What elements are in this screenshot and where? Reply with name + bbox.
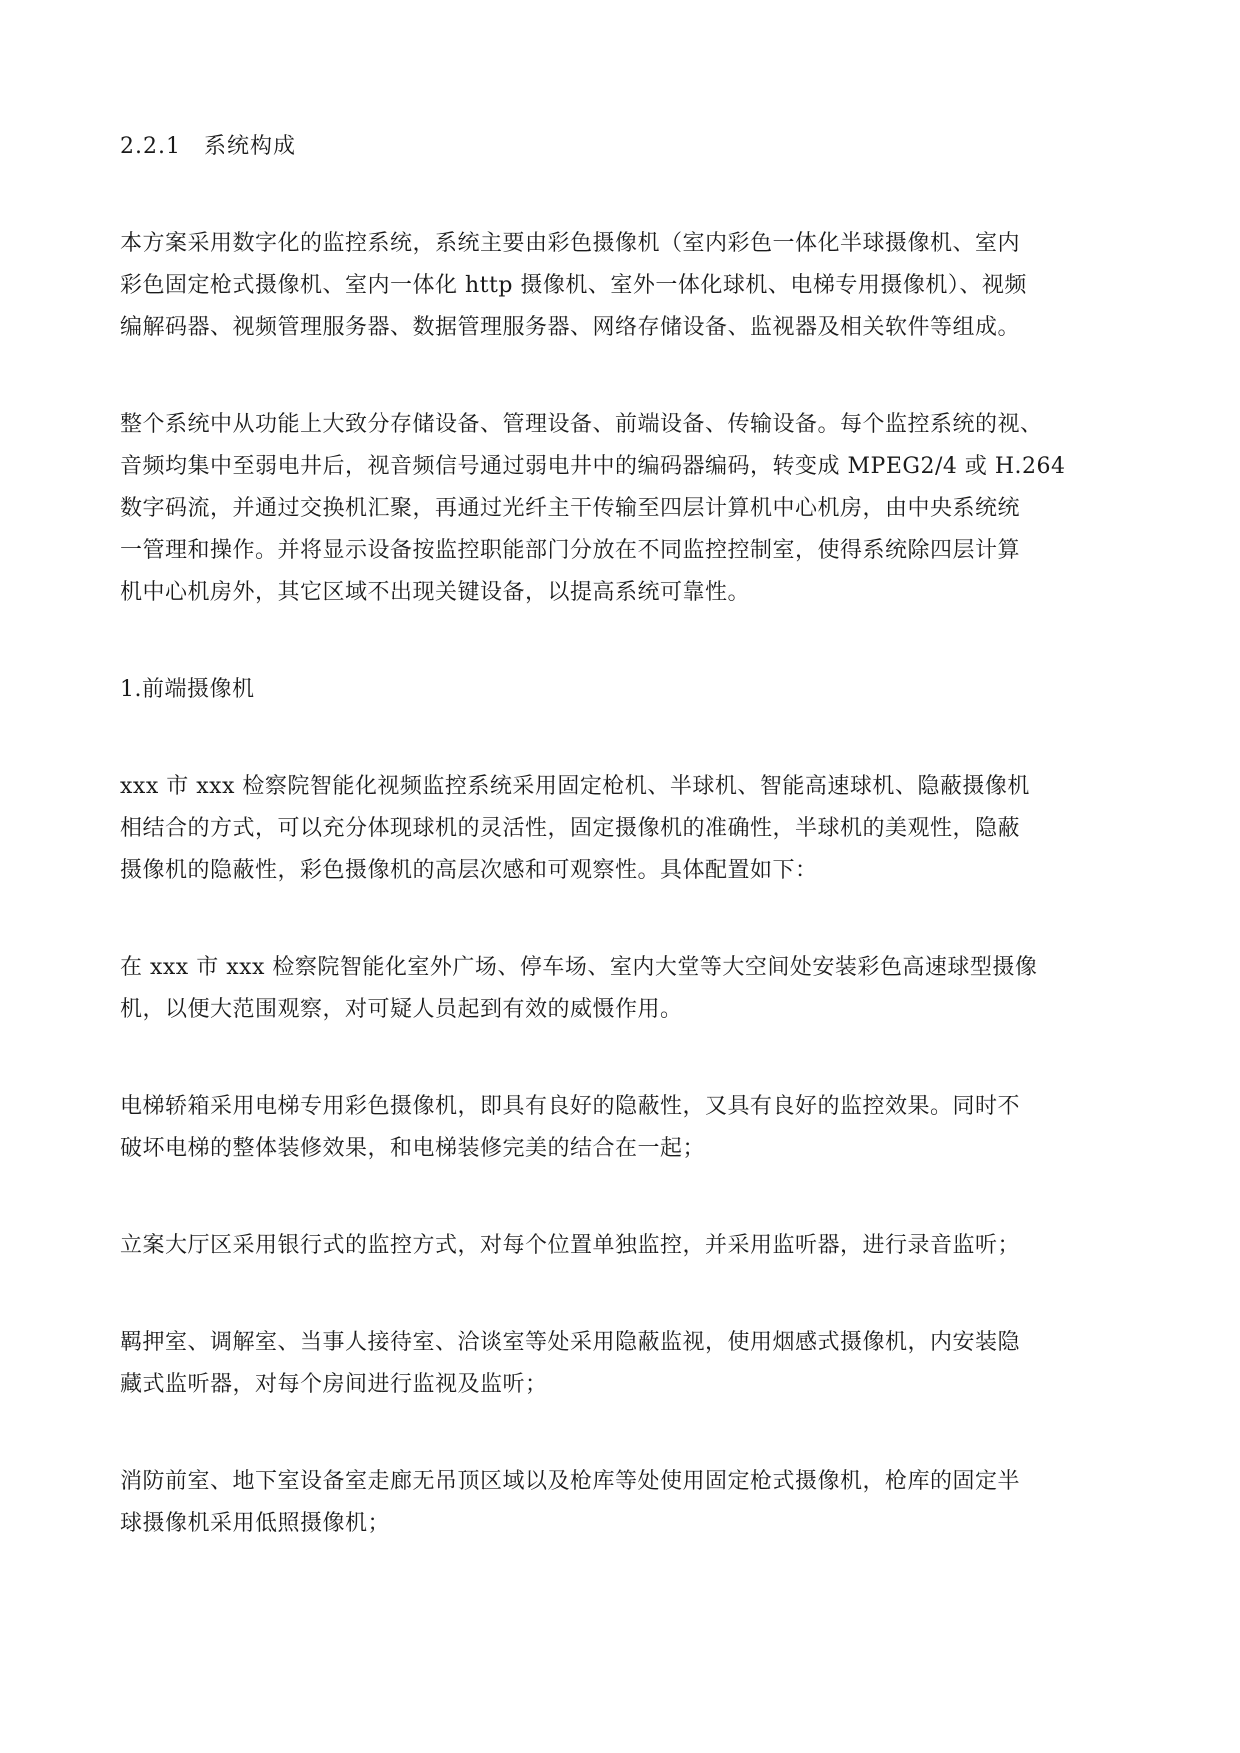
paragraph-line: 破坏电梯的整体装修效果，和电梯装修完美的结合在一起； [120,1136,706,1161]
document-body [120,126,1130,1600]
paragraph-line: 数字码流，并通过交换机汇聚，再通过光纤主干传输至四层计算机中心机房，由中央系统统 [120,496,1021,521]
paragraph-system-architecture [120,404,1130,614]
paragraph-line: 球摄像机采用低照摄像机； [120,1511,391,1536]
paragraph-line: 本方案采用数字化的监控系统，系统主要由彩色摄像机（室内彩色一体化半球摄像机、室内 [120,231,1021,256]
paragraph-line: 相结合的方式，可以充分体现球机的灵活性，固定摄像机的准确性，半球机的美观性，隐蔽 [120,816,1021,841]
paragraph-system-overview [120,223,1130,349]
paragraph-line: 彩色固定枪式摄像机、室内一体化 http 摄像机、室外一体化球机、电梯专用摄像机）、视频 [120,273,1027,298]
paragraph-line: 机中心机房外，其它区域不出现关键设备，以提高系统可靠性。 [120,580,751,605]
paragraph-line: 整个系统中从功能上大致分存储设备、管理设备、前端设备、传输设备。每个监控系统的视、 [120,412,1043,437]
paragraph-line: 机，以便大范围观察，对可疑人员起到有效的威慑作用。 [120,997,683,1022]
paragraph-elevator-camera [120,1086,1130,1170]
paragraph-line: 电梯轿箱采用电梯专用彩色摄像机，即具有良好的隐蔽性，又具有良好的监控效果。同时不 [120,1094,1021,1119]
paragraph-speed-dome [120,947,1130,1031]
paragraph-line: 立案大厅区采用银行式的监控方式，对每个位置单独监控，并采用监听器，进行录音监听； [120,1233,1021,1258]
paragraph-line: 羁押室、调解室、当事人接待室、洽谈室等处采用隐蔽监视，使用烟感式摄像机，内安装隐 [120,1330,1021,1355]
paragraph-hidden-monitoring [120,1322,1130,1406]
paragraph-line: 音频均集中至弱电井后，视音频信号通过弱电井中的编码器编码，转变成 MPEG2/4 或 H.264 [120,454,1066,479]
paragraph-line: 在 xxx 市 xxx 检察院智能化室外广场、停车场、室内大堂等大空间处安装彩色高速球型摄像 [120,955,1038,980]
paragraph-camera-combination [120,766,1130,892]
paragraph-line: 编解码器、视频管理服务器、数据管理服务器、网络存储设备、监视器及相关软件等组成。 [120,315,1021,340]
paragraph-line: 摄像机的隐蔽性，彩色摄像机的高层次感和可观察性。具体配置如下： [120,858,818,883]
paragraph-filing-hall [120,1225,1130,1267]
paragraph-line: 一管理和操作。并将显示设备按监控职能部门分放在不同监控控制室，使得系统除四层计算 [120,538,1021,563]
paragraph-line: 藏式监听器，对每个房间进行监视及监听； [120,1372,548,1397]
paragraph-line: xxx 市 xxx 检察院智能化视频监控系统采用固定枪机、半球机、智能高速球机、隐蔽摄像机 [120,774,1030,799]
paragraph-fixed-camera [120,1461,1130,1545]
subsection-heading: 1.前端摄像机 [120,677,255,702]
paragraph-line: 消防前室、地下室设备室走廊无吊顶区域以及枪库等处使用固定枪式摄像机，枪库的固定半 [120,1469,1021,1494]
section-heading: 2.2.1 系统构成 [120,134,296,159]
